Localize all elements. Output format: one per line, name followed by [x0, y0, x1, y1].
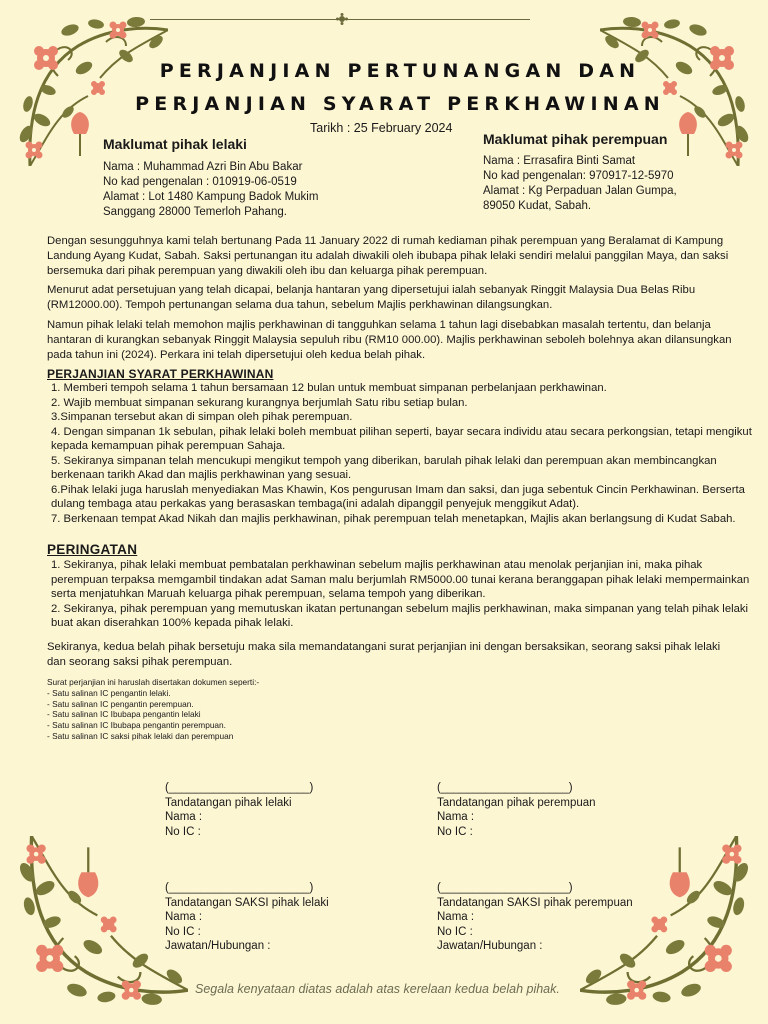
list-item: 1. Memberi tempoh selama 1 tahun bersamaan 12 bulan untuk membuat simpanan perbelanjaan perkhawinan.	[51, 382, 607, 394]
warning-list	[51, 558, 756, 631]
name-label: Nama :	[437, 811, 475, 823]
list-item: - Satu salinan IC pengantin perempuan.	[47, 698, 194, 709]
signature-line: (____________________)	[437, 882, 573, 894]
list-item: - Satu salinan IC Ibubapa pengantin perempuan.	[47, 720, 226, 731]
signature-label: Tandatangan pihak lelaki	[165, 796, 292, 809]
groom-witness-signature-block	[165, 881, 329, 954]
document-title-line-2: PERJANJIAN SYARAT PERKHAWINAN	[135, 93, 665, 115]
signature-label: Tandatangan pihak perempuan	[437, 796, 596, 809]
corner-ornament-bottom-left	[18, 836, 188, 1006]
conditions-heading: PERJANJIAN SYARAT PERKHAWINAN	[47, 367, 274, 381]
list-item: 2. Wajib membuat simpanan sekurang kurangnya berjumlah Satu ribu setiap bulan.	[51, 396, 468, 409]
signature-line: (______________________)	[165, 782, 314, 794]
relationship-label: Jawatan/Hubungan :	[437, 940, 543, 952]
closing-paragraph: Sekiranya, kedua belah pihak bersetuju maka sila memandatangani surat perjanjian ini dengan bersaksikan, seorang saksi pihak lelaki dan seorang saksi pihak perempuan.	[47, 641, 721, 668]
bride-info-heading: Maklumat pihak perempuan	[483, 131, 668, 147]
ic-label: No IC :	[437, 825, 473, 838]
groom-info-heading: Maklumat pihak lelaki	[103, 136, 247, 152]
groom-info	[103, 160, 318, 220]
list-item: 4. Dengan simpanan 1k sebulan, pihak lelaki boleh membuat pilihan seperti, bayar secara individu atau secara perkongsian, tetapi mengikut kepada kemampuan pihak perempuan Sahaja.	[51, 425, 752, 452]
groom-address-2: Sanggang 28000 Temerloh Pahang.	[103, 206, 287, 218]
attachments-note	[47, 677, 259, 742]
bride-info	[483, 154, 677, 214]
bride-witness-signature-block	[437, 881, 633, 954]
relationship-label: Jawatan/Hubungan :	[165, 940, 271, 952]
warning-heading: PERINGATAN	[47, 542, 138, 557]
dowry-paragraph: Menurut adat persetujuan yang telah dicapai, belanja hantaran yang dipersetujui ialah sebanyak Ringgit Malaysia Dua Belas Ribu (RM12000.00). Tempoh pertunangan selama dua tahun, sebelum Majlis perkhawinan dilangsungkan.	[47, 284, 696, 311]
list-item: 3.Simpanan tersebut akan di simpan oleh pihak perempuan.	[51, 411, 353, 423]
list-item: 1. Sekiranya, pihak lelaki membuat pembatalan perkhawinan sebelum majlis perkhawinan atau menolak perjanjian ini, maka pihak perempuan terpaksa memgambil tindakan adat Saman malu berjumlah RM5000.00 tunai kerana beranggapan pihak lelaki mempermainkan serta menjatuhkan Maruah keluarga pihak perempuan, selama tempoh yang diberikan.	[51, 559, 750, 600]
bride-address-2: 89050 Kudat, Sabah.	[483, 200, 592, 212]
groom-name: Nama : Muhammad Azri Bin Abu Bakar	[103, 161, 303, 173]
list-item: 2. Sekiranya, pihak perempuan yang memutuskan ikatan pertunangan sebelum majlis perkhawinan, maka simpanan yang telah pihak lelaki buat akan diserahkan 100% kepada pihak lelaki.	[51, 602, 749, 629]
name-label: Nama :	[437, 911, 475, 923]
list-item: - Satu salinan IC saksi pihak lelaki dan perempuan	[47, 730, 234, 741]
list-item: 6.Pihak lelaki juga haruslah menyediakan Mas Khawin, Kos pengurusan Imam dan saksi, dan juga sebentuk Cincin Perkhawinan. Berserta dulang tembaga atau perkakas yang berasaskan tembaga(ini adalah dipanggil penyejuk menggikut Adat).	[51, 483, 745, 510]
list-item: 7. Berkenaan tempat Akad Nikah dan majlis perkhawinan, pihak perempuan telah menetapkan, Majlis akan berlangsung di Kudat Sabah.	[51, 512, 736, 525]
bride-name: Nama : Errasafira Binti Samat	[483, 155, 636, 167]
document-title-line-1: PERJANJIAN PERTUNANGAN DAN	[159, 60, 641, 82]
signature-line: (____________________)	[437, 782, 573, 794]
name-label: Nama :	[165, 811, 203, 823]
bride-ic: No kad pengenalan: 970917-12-5970	[483, 170, 674, 182]
divider-ornament-icon	[336, 13, 348, 25]
name-label: Nama :	[165, 911, 203, 923]
postponement-paragraph: Namun pihak lelaki telah memohon majlis perkhawinan di tangguhkan selama 1 tahun lagi disebabkan masalah tertentu, dan belanja hantaran di kurangkan sebanyak Ringgit Malaysia sepuluh ribu (RM10 000.00). Majlis perkhawinan seboleh bolehnya akan dilansungkan pada tahun ini (2024). Perkara ini telah dipersetujui oleh kedua belah pihak.	[47, 319, 732, 361]
bride-address-1: Alamat : Kg Perpaduan Jalan Gumpa,	[483, 185, 677, 197]
attachments-intro: Surat perjanjian ini haruslah disertakan dokumen seperti:-	[47, 677, 260, 687]
agreement-date: Tarikh : 25 February 2024	[310, 121, 453, 135]
ic-label: No IC :	[437, 925, 473, 938]
groom-signature-block	[165, 781, 313, 839]
list-item: - Satu salinan IC Ibubapa pengantin lelaki	[47, 709, 201, 720]
list-item: - Satu salinan IC pengantin lelaki.	[47, 687, 171, 698]
ic-label: No IC :	[165, 825, 201, 838]
groom-address-1: Alamat : Lot 1480 Kampung Badok Mukim	[103, 191, 319, 203]
footer-statement: Segala kenyataan diatas adalah atas kerelaan kedua belah pihak.	[195, 982, 560, 996]
groom-ic: No kad pengenalan : 010919-06-0519	[103, 176, 297, 188]
conditions-list	[51, 381, 756, 526]
signature-label: Tandatangan SAKSI pihak perempuan	[437, 896, 633, 909]
bride-signature-block	[437, 781, 596, 839]
ic-label: No IC :	[165, 925, 201, 938]
engagement-paragraph: Dengan sesungguhnya kami telah bertunang Pada 11 January 2022 di rumah kediaman pihak perempuan yang Beralamat di Kampung Landung Ayang Kudat, Sabah. Saksi pertunangan itu adalah diwakili oleh ibubapa pihak lelaki sendiri melalui panggilan Maya, dan saksi bersemuka dari pihak perempuan yang diwakili oleh ibu dan keluarga pihak perempuan.	[47, 235, 729, 277]
signature-line: (______________________)	[165, 882, 314, 894]
list-item: 5. Sekiranya simpanan telah mencukupi mengikut tempoh yang diberikan, barulah pihak lelaki dan perempuan akan membincangkan berkenaan tarikh Akad dan majlis perkhawinan yang sesuai.	[51, 454, 717, 481]
signature-label: Tandatangan SAKSI pihak lelaki	[165, 896, 329, 909]
